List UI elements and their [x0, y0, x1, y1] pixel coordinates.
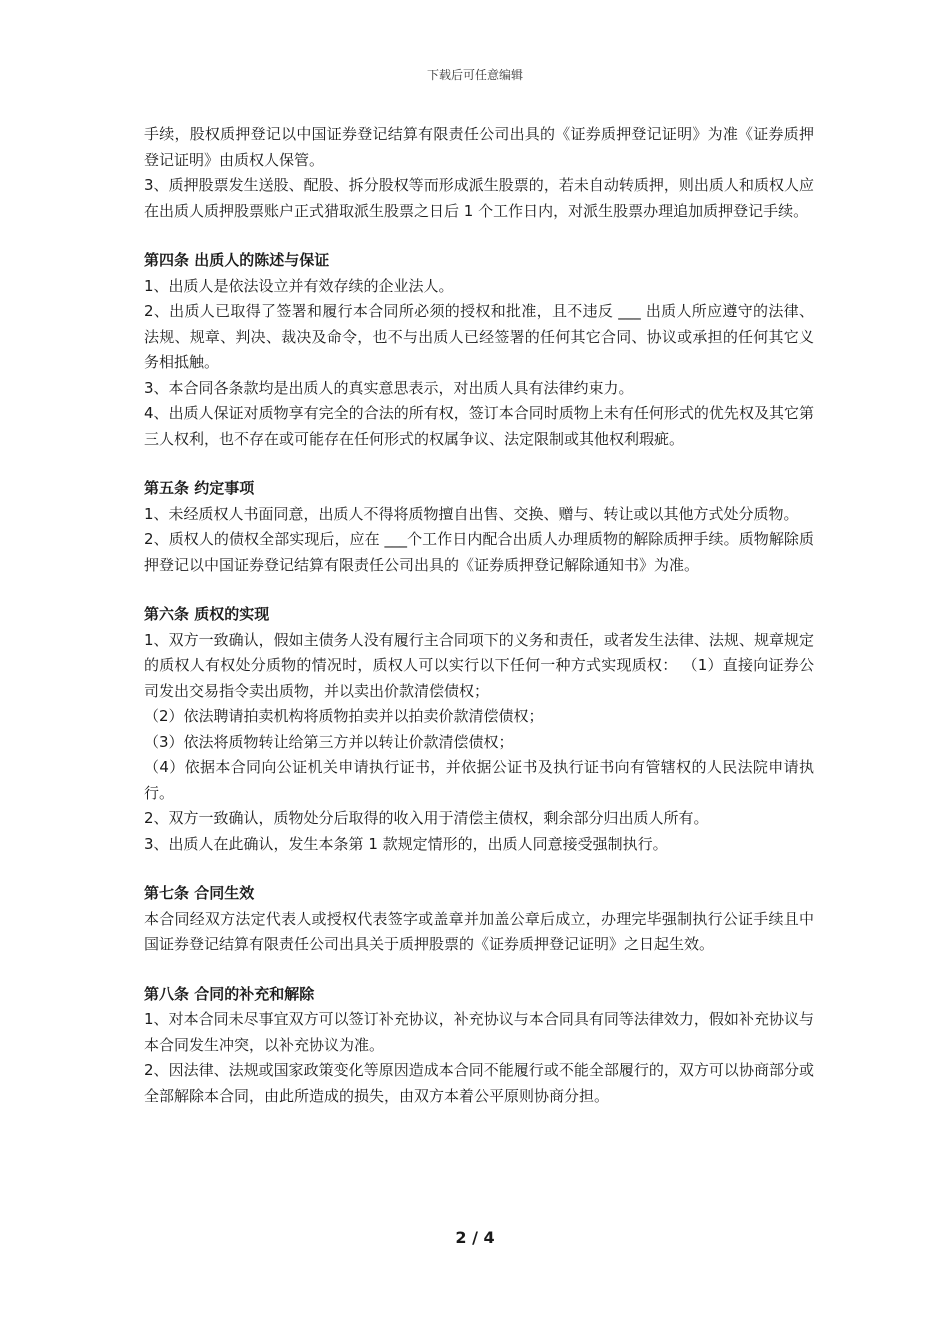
- section-heading: 第五条 约定事项: [144, 479, 255, 497]
- section-heading: 第七条 合同生效: [144, 884, 255, 902]
- section-heading: 第八条 合同的补充和解除: [144, 984, 315, 1003]
- paragraph: 2、因法律、法规或国家政策变化等原因造成本合同不能履行或不能全部履行的，双方可以协商部分或全部解除本合同，由此所造成的损失，由双方本着公平原则协商分担。: [144, 1061, 814, 1105]
- section-spacer: [144, 224, 814, 248]
- paragraph: 3、本合同各条款均是出质人的真实意思表示，对出质人具有法律约束力。: [144, 378, 634, 397]
- section-spacer: [144, 578, 814, 602]
- page-header: 下载后可任意编辑: [426, 68, 523, 82]
- section-spacer: [144, 857, 814, 881]
- paragraph: 2、双方一致确认，质物处分后取得的收入用于清偿主债权，剩余部分归出质人所有。: [144, 809, 709, 827]
- paragraph: 1、双方一致确认，假如主债务人没有履行主合同项下的义务和责任，或者发生法律、法规、规章规定的质权人有权处分质物的情况时，质权人可以实行以下任何一种方式实现质权： （1）直接向证券公司发出交易指令卖出质物，并以卖出价款清偿债权；: [144, 630, 814, 700]
- paragraph: 3、质押股票发生送股、配股、拆分股权等而形成派生股票的，若未自动转质押，则出质人和质权人应在出质人质押股票账户正式猎取派生股票之日后 1 个工作日内，对派生股票办理追加质押登记手续。: [144, 176, 814, 220]
- paragraph: 3、出质人在此确认，发生本条第 1 款规定情形的，出质人同意接受强制执行。: [144, 834, 668, 853]
- document-body: [144, 122, 814, 1109]
- paragraph: 2、出质人已取得了签署和履行本合同所必须的授权和批准，且不违反 ___ 出质人所应遵守的法律、法规、规章、判决、裁决及命令，也不与出质人已经签署的任何其它合同、协议或承担的任何其它义务相抵触。: [144, 302, 814, 371]
- paragraph: 手续，股权质押登记以中国证券登记结算有限责任公司出具的《证券质押登记证明》为准《证券质押登记证明》由质权人保管。: [144, 125, 814, 169]
- paragraph: 4、出质人保证对质物享有完全的合法的所有权，签订本合同时质物上未有任何形式的优先权及其它第三人权利，也不存在或可能存在任何形式的权属争议、法定限制或其他权利瑕疵。: [144, 404, 814, 448]
- paragraph: 本合同经双方法定代表人或授权代表签字或盖章并加盖公章后成立，办理完毕强制执行公证手续且中国证券登记结算有限责任公司出具关于质押股票的《证券质押登记证明》之日起生效。: [144, 909, 814, 953]
- paragraph: （3）依法将质物转让给第三方并以转让价款清偿债权；: [144, 732, 514, 751]
- paragraph: 2、质权人的债权全部实现后，应在 ___个工作日内配合出质人办理质物的解除质押手续。质物解除质押登记以中国证券登记结算有限责任公司出具的《证券质押登记解除通知书》为准。: [144, 530, 814, 574]
- section-heading: 第四条 出质人的陈述与保证: [144, 251, 330, 269]
- paragraph: （2）依法聘请拍卖机构将质物拍卖并以拍卖价款清偿债权；: [144, 707, 544, 725]
- section-heading: 第六条 质权的实现: [144, 605, 270, 623]
- paragraph: （4）依据本合同向公证机关申请执行证书，并依据公证书及执行证书向有管辖权的人民法院申请执行。: [144, 758, 814, 802]
- section-spacer: [144, 958, 814, 982]
- paragraph: 1、出质人是依法设立并有效存续的企业法人。: [144, 276, 454, 295]
- paragraph: 1、对本合同未尽事宜双方可以签订补充协议，补充协议与本合同具有同等法律效力，假如补充协议与本合同发生冲突，以补充协议为准。: [144, 1010, 814, 1054]
- page-number: 2 / 4: [455, 1228, 495, 1247]
- section-spacer: [144, 452, 814, 476]
- paragraph: 1、未经质权人书面同意，出质人不得将质物擅自出售、交换、赠与、转让或以其他方式处分质物。: [144, 504, 799, 523]
